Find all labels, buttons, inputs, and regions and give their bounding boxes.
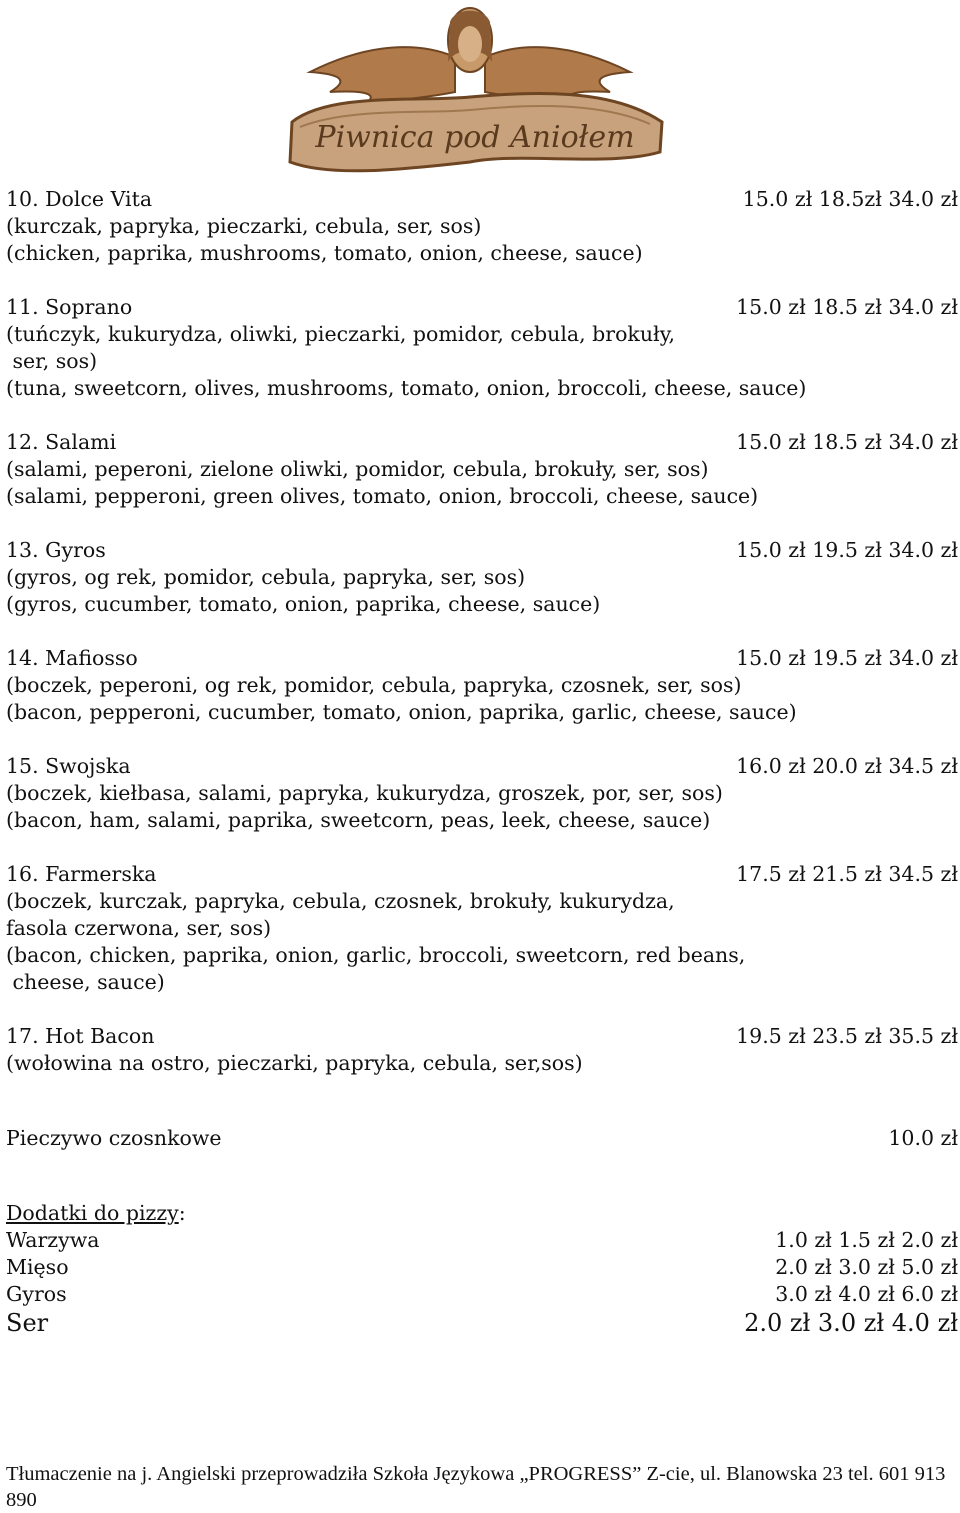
- restaurant-logo: [270, 2, 670, 187]
- pizza-name: 14. Mafiosso: [6, 646, 138, 670]
- pizza-name: 11. Soprano: [6, 295, 133, 319]
- addons-colon: :: [178, 1201, 186, 1225]
- garlic-bread-price: 10.0 zł: [888, 1126, 958, 1150]
- pizza-ingredients: ser, sos): [6, 349, 98, 373]
- addons-section: [0, 1200, 960, 1338]
- pizza-item: [0, 186, 960, 267]
- addon-price: 2.0 zł 3.0 zł 5.0 zł: [775, 1255, 958, 1279]
- addon-row: [0, 1281, 960, 1308]
- pizza-item: [0, 861, 960, 996]
- addons-heading: [0, 1200, 960, 1227]
- pizza-price: 19.5 zł 23.5 zł 35.5 zł: [736, 1024, 958, 1048]
- pizza-menu: [0, 186, 960, 1338]
- pizza-ingredients: fasola czerwona, ser, sos): [6, 916, 272, 940]
- pizza-name: 10. Dolce Vita: [6, 187, 153, 211]
- garlic-bread-name: Pieczywo czosnkowe: [6, 1126, 222, 1150]
- pizza-price: 15.0 zł 19.5 zł 34.0 zł: [736, 646, 958, 670]
- pizza-ingredients: (salami, pepperoni, green olives, tomato, onion, broccoli, cheese, sauce): [6, 484, 759, 508]
- addon-row: [0, 1308, 960, 1338]
- pizza-price: 15.0 zł 18.5 zł 34.0 zł: [736, 430, 958, 454]
- pizza-ingredients: (bacon, chicken, paprika, onion, garlic, broccoli, sweetcorn, red beans,: [6, 943, 746, 967]
- pizza-ingredients: (boczek, peperoni, og rek, pomidor, cebula, papryka, czosnek, ser, sos): [6, 673, 742, 697]
- pizza-ingredients: (boczek, kurczak, papryka, cebula, czosnek, brokuły, kukurydza,: [6, 889, 675, 913]
- pizza-name: 16. Farmerska: [6, 862, 157, 886]
- addon-name: Mięso: [6, 1255, 69, 1279]
- pizza-name: 17. Hot Bacon: [6, 1024, 155, 1048]
- pizza-price: 15.0 zł 18.5 zł 34.0 zł: [736, 295, 958, 319]
- pizza-price: 15.0 zł 18.5zł 34.0 zł: [742, 187, 958, 211]
- garlic-bread-row: [0, 1125, 960, 1152]
- pizza-name: 13. Gyros: [6, 538, 106, 562]
- pizza-ingredients: (kurczak, papryka, pieczarki, cebula, ser, sos): [6, 214, 482, 238]
- addon-name: Ser: [6, 1309, 49, 1337]
- angel-sign-logo: [270, 2, 670, 187]
- pizza-item: [0, 294, 960, 402]
- pizza-ingredients: (gyros, cucumber, tomato, onion, paprika, cheese, sauce): [6, 592, 601, 616]
- pizza-name: 15. Swojska: [6, 754, 131, 778]
- pizza-list: [0, 186, 960, 1077]
- addon-price: 1.0 zł 1.5 zł 2.0 zł: [775, 1228, 958, 1252]
- pizza-price: 17.5 zł 21.5 zł 34.5 zł: [736, 862, 958, 886]
- pizza-item: [0, 1023, 960, 1077]
- pizza-ingredients: (bacon, pepperoni, cucumber, tomato, onion, paprika, garlic, cheese, sauce): [6, 700, 797, 724]
- pizza-ingredients: (bacon, ham, salami, paprika, sweetcorn, peas, leek, cheese, sauce): [6, 808, 711, 832]
- addon-price: 2.0 zł 3.0 zł 4.0 zł: [744, 1309, 958, 1337]
- pizza-ingredients: (tuna, sweetcorn, olives, mushrooms, tomato, onion, broccoli, cheese, sauce): [6, 376, 807, 400]
- pizza-ingredients: (wołowina na ostro, pieczarki, papryka, cebula, ser,sos): [6, 1051, 583, 1075]
- addon-row: [0, 1227, 960, 1254]
- logo-text: Piwnica pod Aniołem: [315, 120, 635, 155]
- pizza-ingredients: cheese, sauce): [6, 970, 165, 994]
- pizza-ingredients: (chicken, paprika, mushrooms, tomato, onion, cheese, sauce): [6, 241, 643, 265]
- pizza-ingredients: (boczek, kiełbasa, salami, papryka, kukurydza, groszek, por, ser, sos): [6, 781, 723, 805]
- pizza-ingredients: (gyros, og rek, pomidor, cebula, papryka, ser, sos): [6, 565, 526, 589]
- pizza-price: 15.0 zł 19.5 zł 34.0 zł: [736, 538, 958, 562]
- addon-name: Warzywa: [6, 1228, 100, 1252]
- footer-note: Tłumaczenie na j. Angielski przeprowadziła Szkoła Językowa „PROGRESS” Z-cie, ul. Blanowska 23 tel. 601 913 890: [6, 1463, 946, 1511]
- pizza-name: 12. Salami: [6, 430, 117, 454]
- addon-row: [0, 1254, 960, 1281]
- pizza-item: [0, 753, 960, 834]
- pizza-ingredients: (salami, peperoni, zielone oliwki, pomidor, cebula, brokuły, ser, sos): [6, 457, 709, 481]
- addons-title: Dodatki do pizzy: [6, 1201, 179, 1225]
- pizza-item: [0, 537, 960, 618]
- addon-price: 3.0 zł 4.0 zł 6.0 zł: [775, 1282, 958, 1306]
- pizza-price: 16.0 zł 20.0 zł 34.5 zł: [736, 754, 958, 778]
- pizza-item: [0, 645, 960, 726]
- pizza-ingredients: (tuńczyk, kukurydza, oliwki, pieczarki, pomidor, cebula, brokuły,: [6, 322, 676, 346]
- pizza-item: [0, 429, 960, 510]
- addon-name: Gyros: [6, 1282, 67, 1306]
